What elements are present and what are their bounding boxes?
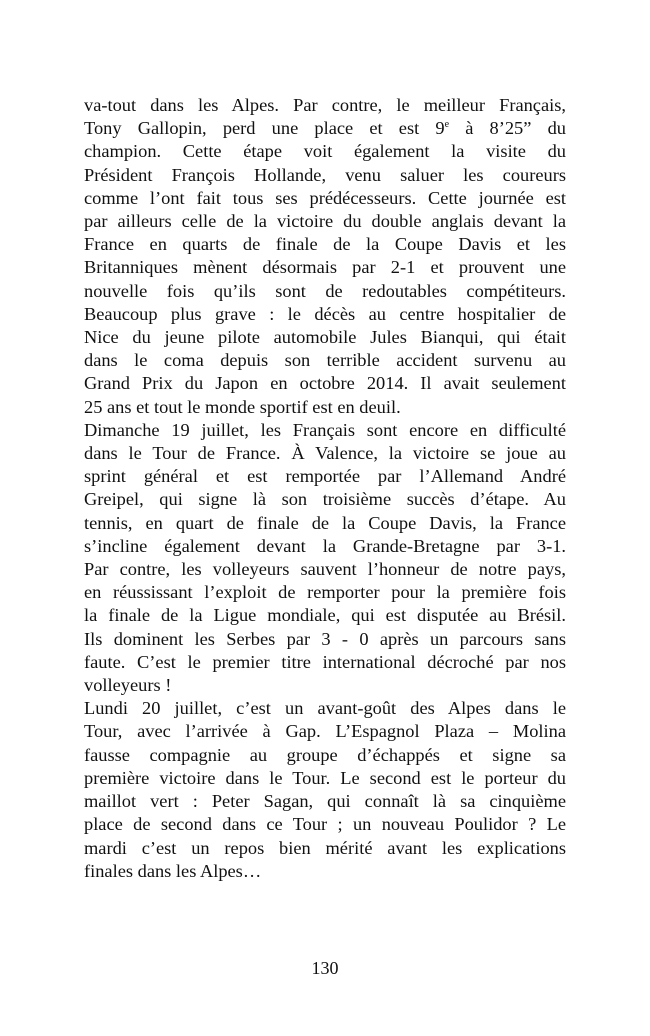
text-segment: comme l’ont fait tous ses prédécesseurs. Cette journée est <box>84 187 566 208</box>
text-segment: Lundi 20 juillet, c’est un avant-goût des Alpes dans le <box>84 698 566 719</box>
text-line <box>84 813 566 836</box>
text-line <box>84 720 566 743</box>
text-line <box>84 558 566 581</box>
text-line <box>84 512 566 535</box>
text-segment: place de second dans ce Tour ; un nouveau Poulidor ? Le <box>84 814 566 835</box>
text-line <box>84 581 566 604</box>
text-segment: la finale de la Ligue mondiale, qui est disputée au Brésil. <box>84 605 566 626</box>
text-segment: maillot vert : Peter Sagan, qui connaît là sa cinquième <box>84 791 566 812</box>
text-line <box>84 442 566 465</box>
text-segment: France en quarts de finale de la Coupe Davis et les <box>84 234 566 255</box>
text-segment: Par contre, les volleyeurs sauvent l’honneur de notre pays, <box>84 559 566 580</box>
text-line <box>84 860 566 883</box>
text-segment: Nice du jeune pilote automobile Jules Bianqui, qui était <box>84 327 566 348</box>
text-segment: nouvelle fois qu’ils sont de redoutables compétiteurs. <box>84 280 566 301</box>
text-segment: Beaucoup plus grave : le décès au centre hospitalier de <box>84 303 566 324</box>
text-segment: s’incline également devant la Grande-Bretagne par 3-1. <box>84 535 566 556</box>
text-segment: va-tout dans les Alpes. Par contre, le meilleur Français, <box>84 95 566 115</box>
paragraph <box>84 94 566 419</box>
page-number: 130 <box>311 958 339 978</box>
text-segment: Greipel, qui signe là son troisième succès d’étape. Au <box>84 489 566 510</box>
text-segment: champion. Cette étape voit également la visite du <box>84 141 566 162</box>
text-segment: finales dans les Alpes… <box>84 860 262 881</box>
text-line <box>84 303 566 326</box>
text-line <box>84 744 566 767</box>
text-line <box>84 372 566 395</box>
paragraph <box>84 697 566 883</box>
text-line <box>84 465 566 488</box>
text-segment: Tour, avec l’arrivée à Gap. L’Espagnol Plaza – Molina <box>84 721 566 742</box>
text-segment: dans le coma depuis son terrible accident survenu au <box>84 350 566 371</box>
text-segment: dans le Tour de France. À Valence, la victoire se joue au <box>84 443 566 464</box>
body-text <box>84 94 566 883</box>
text-line <box>84 488 566 511</box>
text-line <box>84 697 566 720</box>
text-segment: Président François Hollande, venu saluer les coureurs <box>84 164 566 185</box>
text-line <box>84 140 566 163</box>
text-segment: Ils dominent les Serbes par 3 - 0 après un parcours sans <box>84 628 566 649</box>
text-segment: Tony Gallopin, perd une place et est 9 <box>84 118 445 139</box>
text-line <box>84 117 566 140</box>
text-line <box>84 651 566 674</box>
text-segment: mardi c’est un repos bien mérité avant les explications <box>84 837 566 858</box>
text-line <box>84 674 566 697</box>
text-line <box>84 187 566 210</box>
text-segment: Britanniques mènent désormais par 2-1 et prouvent une <box>84 257 566 278</box>
text-segment: 25 ans et tout le monde sportif est en deuil. <box>84 396 401 417</box>
text-segment: par ailleurs celle de la victoire du double anglais devant la <box>84 211 566 232</box>
text-segment: sprint général et est remportée par l’Allemand André <box>84 466 566 487</box>
ordinal-superscript: e <box>444 119 450 131</box>
text-line <box>84 790 566 813</box>
text-segment: à 8’25” du <box>449 118 566 139</box>
text-segment: Dimanche 19 juillet, les Français sont encore en difficulté <box>84 419 566 440</box>
text-line <box>84 604 566 627</box>
text-line <box>84 233 566 256</box>
text-line <box>84 94 566 117</box>
text-line <box>84 349 566 372</box>
text-line <box>84 419 566 442</box>
text-segment: première victoire dans le Tour. Le second est le porteur du <box>84 767 566 788</box>
text-line <box>84 396 566 419</box>
text-segment: tennis, en quart de finale de la Coupe Davis, la France <box>84 512 566 533</box>
text-line <box>84 535 566 558</box>
text-line <box>84 326 566 349</box>
text-segment: en réussissant l’exploit de remporter pour la première fois <box>84 582 566 603</box>
text-segment: volleyeurs ! <box>84 675 172 696</box>
text-segment: Grand Prix du Japon en octobre 2014. Il avait seulement <box>84 373 566 394</box>
text-line <box>84 628 566 651</box>
text-segment: fausse compagnie au groupe d’échappés et signe sa <box>84 744 566 765</box>
text-line <box>84 210 566 233</box>
paragraph <box>84 419 566 697</box>
text-line <box>84 767 566 790</box>
text-line <box>84 256 566 279</box>
text-segment: faute. C’est le premier titre international décroché par nos <box>84 651 566 672</box>
text-line <box>84 164 566 187</box>
text-line <box>84 280 566 303</box>
text-line <box>84 837 566 860</box>
